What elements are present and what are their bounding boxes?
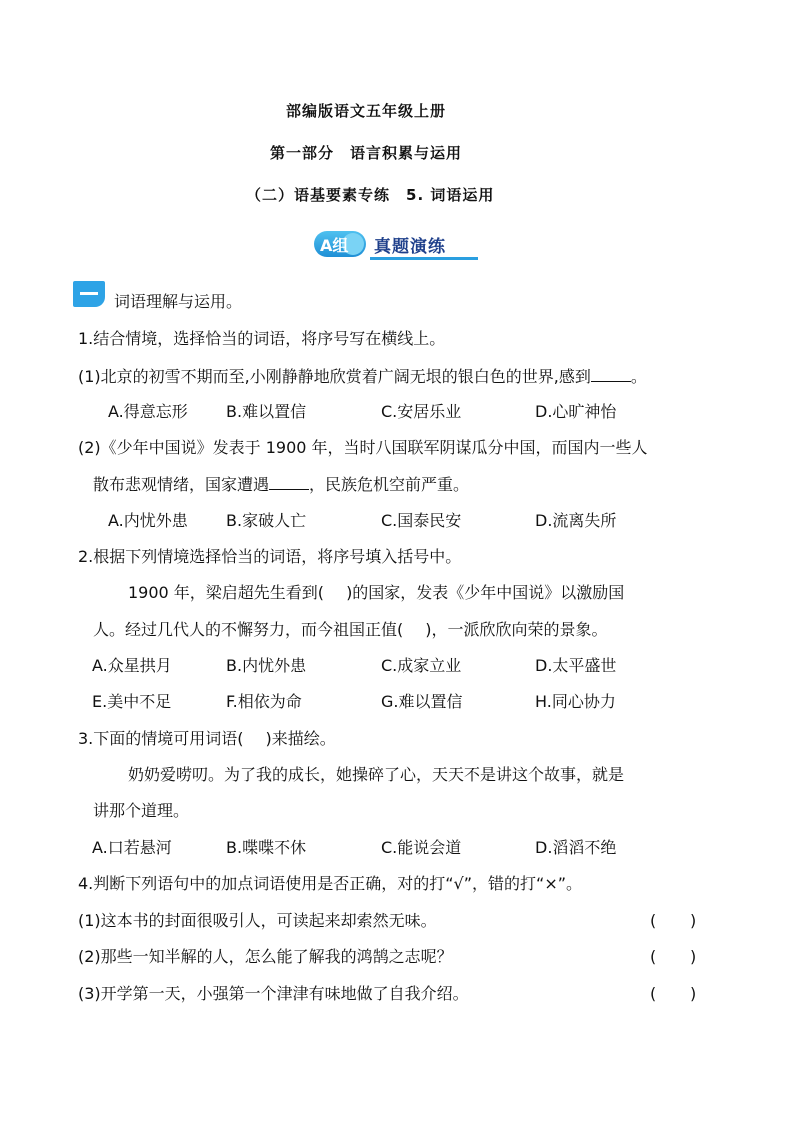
section-title: 词语理解与运用。: [114, 292, 243, 311]
q1-p2-option-c: C.国泰民安: [381, 511, 462, 530]
q1-p2-option-d: D.流离失所: [535, 511, 617, 530]
q2-para-line2: [93, 619, 608, 641]
q1-part2-line1: (2)《少年中国说》发表于 1900 年，当时八国联军阴谋瓜分中国，而国内一些人: [78, 438, 648, 457]
q2-para1-b: )的国家，发表《少年中国说》以激励国: [346, 583, 625, 602]
q3-option-c: C.能说会道: [381, 838, 462, 857]
q4-answer-open-2: (: [650, 947, 657, 966]
q1-stem: 1.结合情境，选择恰当的词语，将序号写在横线上。: [78, 329, 446, 348]
q2-option-g: G.难以置信: [381, 692, 463, 711]
q4-answer-close-1: ): [690, 911, 697, 930]
q4-answer-close-2: ): [690, 947, 697, 966]
q3-para-line2: 讲那个道理。: [93, 801, 190, 820]
book-title: 部编版语文五年级上册: [286, 102, 447, 120]
q2-option-b: B.内忧外患: [226, 656, 307, 675]
q1-part2-blank[interactable]: [269, 473, 309, 490]
q4-answer-open-1: (: [650, 911, 657, 930]
q1-part1-end: 。: [630, 367, 647, 386]
q3-stem-a: 3.下面的情境可用词语(: [78, 729, 244, 748]
q1-part1-blank[interactable]: [591, 365, 631, 382]
q1-part1-text: (1)北京的初雪不期而至,小刚静静地欣赏着广阔无垠的银白色的世界,感到: [78, 367, 591, 386]
q2-option-e: E.美中不足: [92, 692, 172, 711]
q4-item-1: (1)这本书的封面很吸引人，可读起来却索然无味。: [78, 911, 437, 930]
q3-option-d: D.滔滔不绝: [535, 838, 617, 857]
q4-answer-open-3: (: [650, 984, 657, 1003]
q2-option-c: C.成家立业: [381, 656, 462, 675]
q1-part2-end: ，民族危机空前严重。: [309, 475, 470, 494]
badge-group-label: A组: [320, 236, 349, 255]
q4-answer-close-3: ): [690, 984, 697, 1003]
q1-p1-option-d: D.心旷神怡: [535, 402, 617, 421]
q2-para2-a: 人。经过几代人的不懈努力，而今祖国正值(: [93, 620, 404, 639]
q1-p1-option-c: C.安居乐业: [381, 402, 462, 421]
q3-option-b: B.喋喋不休: [226, 838, 307, 857]
unit-title: （二）语基要素专练 5. 词语运用: [246, 186, 495, 204]
section-dash: [80, 292, 98, 295]
q1-part1: [78, 365, 647, 388]
section-number-icon: [73, 281, 105, 307]
part-title: 第一部分 语言积累与运用: [270, 144, 463, 162]
q1-part2-line2: [93, 473, 469, 496]
q3-option-a: A.口若悬河: [92, 838, 172, 857]
q2-stem: 2.根据下列情境选择恰当的词语，将序号填入括号中。: [78, 547, 462, 566]
q4-item-2: (2)那些一知半解的人，怎么能了解我的鸿鹄之志呢？: [78, 947, 453, 966]
badge-title: 真题演练: [374, 237, 446, 257]
q2-option-d: D.太平盛世: [535, 656, 617, 675]
q2-para1-a: 1900 年，梁启超先生看到(: [128, 583, 325, 602]
q1-p1-option-a: A.得意忘形: [108, 402, 188, 421]
q1-part2-text: 散布悲观情绪，国家遭遇: [93, 475, 270, 494]
q4-item-3: (3)开学第一天，小强第一个津津有味地做了自我介绍。: [78, 984, 469, 1003]
q2-option-f: F.相依为命: [226, 692, 302, 711]
q2-option-a: A.众星拱月: [92, 656, 172, 675]
q3-para-line1: 奶奶爱唠叨。为了我的成长，她操碎了心，天天不是讲这个故事，就是: [128, 765, 625, 784]
badge-underline: [370, 257, 478, 260]
q3-stem: [78, 728, 336, 750]
q3-stem-b: )来描绘。: [265, 729, 336, 748]
q1-p2-option-a: A.内忧外患: [108, 511, 188, 530]
q2-option-h: H.同心协力: [535, 692, 616, 711]
q4-stem: 4.判断下列语句中的加点词语使用是否正确，对的打“√”，错的打“×”。: [78, 874, 583, 893]
q1-p2-option-b: B.家破人亡: [226, 511, 307, 530]
q2-para2-b: )，一派欣欣向荣的景象。: [425, 620, 608, 639]
q1-p1-option-b: B.难以置信: [226, 402, 307, 421]
q2-para-line1: [128, 582, 624, 604]
